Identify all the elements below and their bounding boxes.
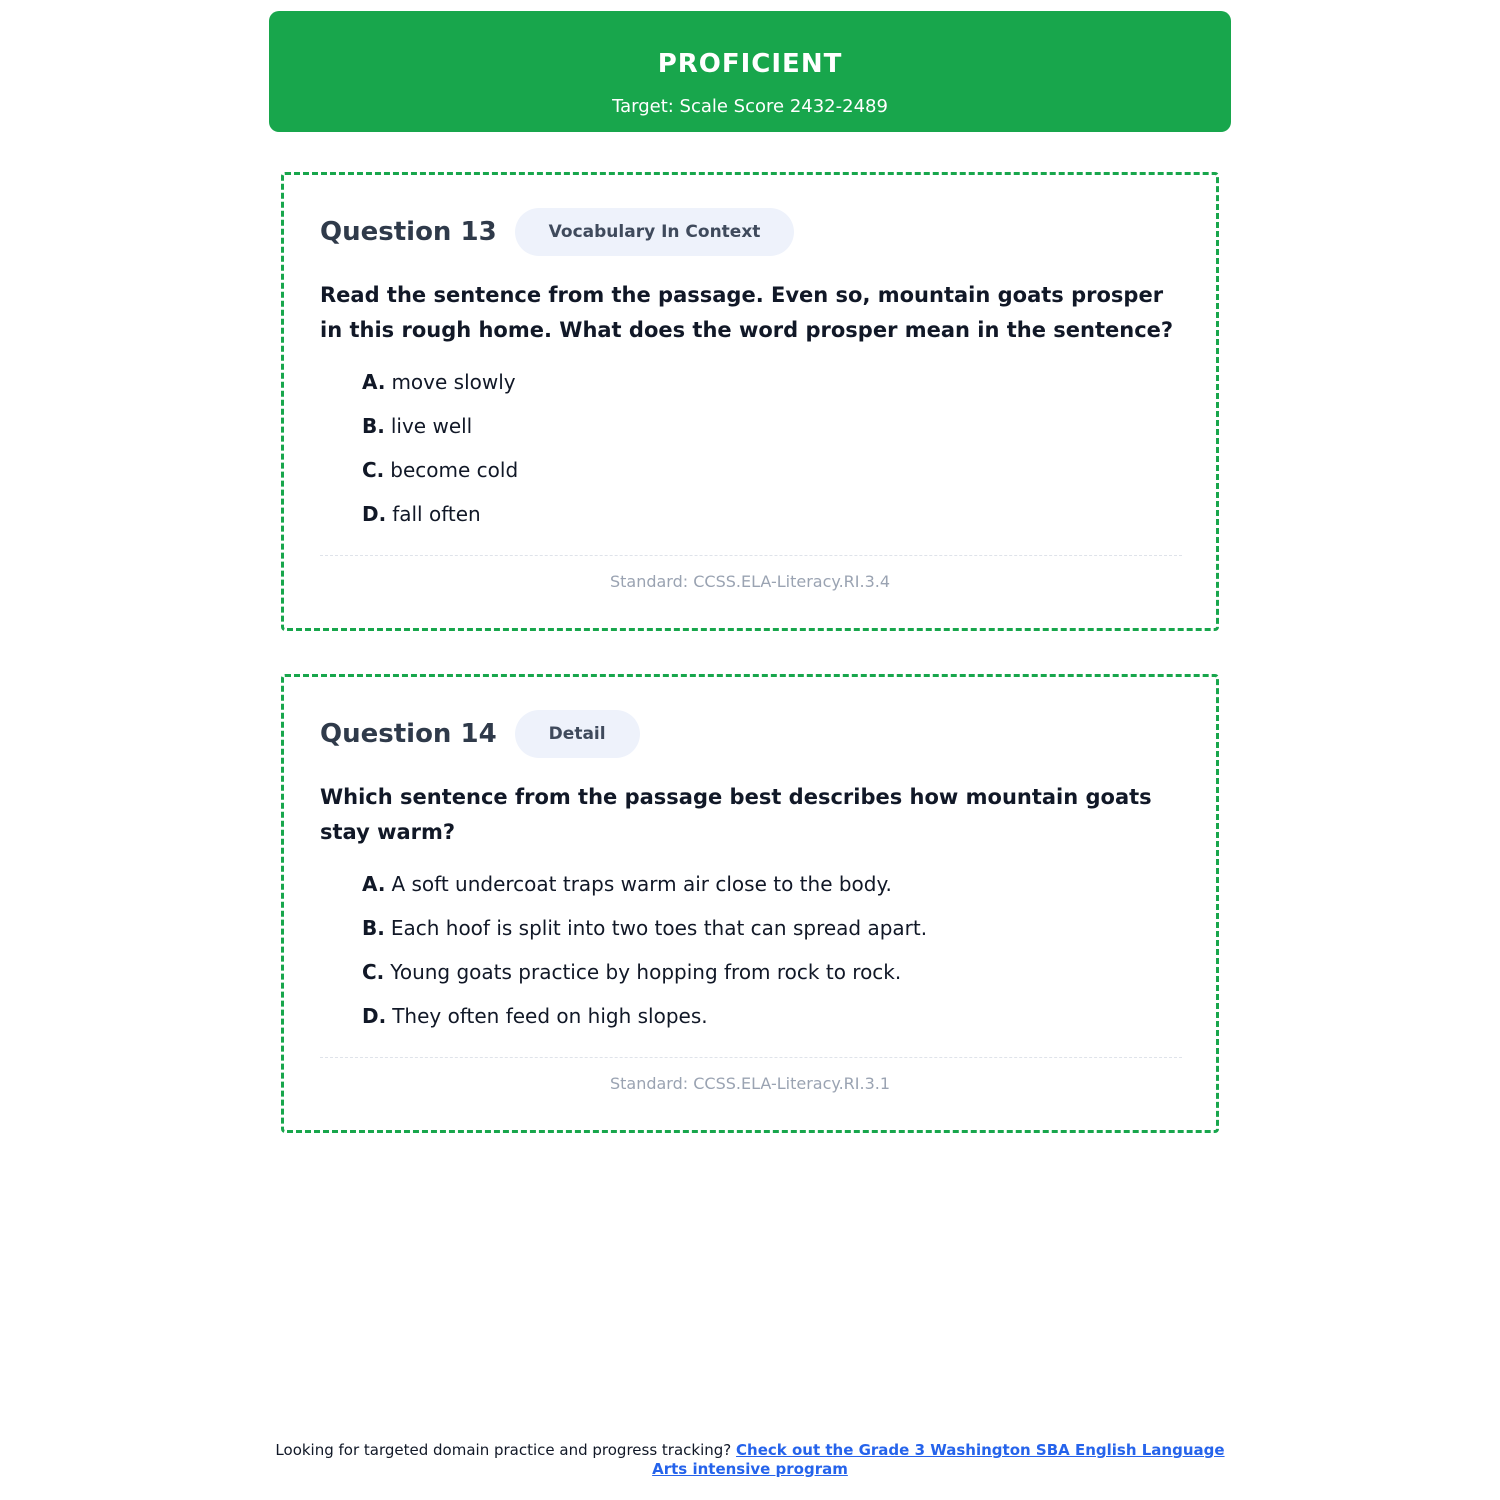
answer-option-a[interactable] [362,365,518,409]
divider [320,1057,1182,1058]
standard-label: Standard: CCSS.ELA-Literacy.RI.3.4 [609,572,891,591]
answer-option-c[interactable] [362,955,927,999]
option-text: move slowly [391,370,516,394]
option-letter: D. [362,502,387,526]
question-prompt: Which sentence from the passage best describes how mountain goats stay warm? [320,785,1152,844]
option-text: A soft undercoat traps warm air close to the body. [391,872,892,896]
answer-option-c[interactable] [362,453,518,497]
standard-label: Standard: CCSS.ELA-Literacy.RI.3.1 [609,1074,891,1093]
option-letter: B. [362,916,385,940]
option-text: Each hoof is split into two toes that can spread apart. [390,916,928,940]
option-text: become cold [390,458,519,482]
program-link[interactable]: Check out the Grade 3 Washington SBA English Language Arts intensive program [652,1441,1225,1478]
banner-subtitle: Target: Scale Score 2432-2489 [612,96,888,117]
option-letter: A. [362,370,386,394]
answer-option-a[interactable] [362,867,927,911]
banner-title: PROFICIENT [657,49,843,79]
option-letter: D. [362,1004,387,1028]
divider [320,555,1182,556]
answer-option-b[interactable] [362,911,927,955]
answer-option-b[interactable] [362,409,518,453]
answer-option-d[interactable] [362,497,518,541]
option-letter: B. [362,414,385,438]
answer-options [362,867,927,1043]
option-letter: A. [362,872,386,896]
question-tag: Vocabulary In Context [515,208,795,256]
question-title: Question 13 [320,217,497,247]
question-prompt: Read the sentence from the passage. Even so, mountain goats prosper in this rough home. What does the word prosper mean in the sentence? [320,283,1174,342]
option-text: live well [390,414,473,438]
footer-promo [270,1441,1230,1479]
option-letter: C. [362,458,385,482]
question-card-13 [281,172,1219,631]
option-letter: C. [362,960,385,984]
option-text: They often feed on high slopes. [392,1004,708,1028]
question-tag: Detail [515,710,640,758]
question-title: Question 14 [320,719,497,749]
answer-option-d[interactable] [362,999,927,1043]
answer-options [362,365,518,541]
question-header [320,207,794,257]
question-header [320,709,640,759]
option-text: Young goats practice by hopping from rock to rock. [390,960,902,984]
option-text: fall often [392,502,481,526]
footer-text: Looking for targeted domain practice and progress tracking? [275,1441,732,1459]
proficiency-banner [269,11,1231,132]
question-card-14 [281,674,1219,1133]
